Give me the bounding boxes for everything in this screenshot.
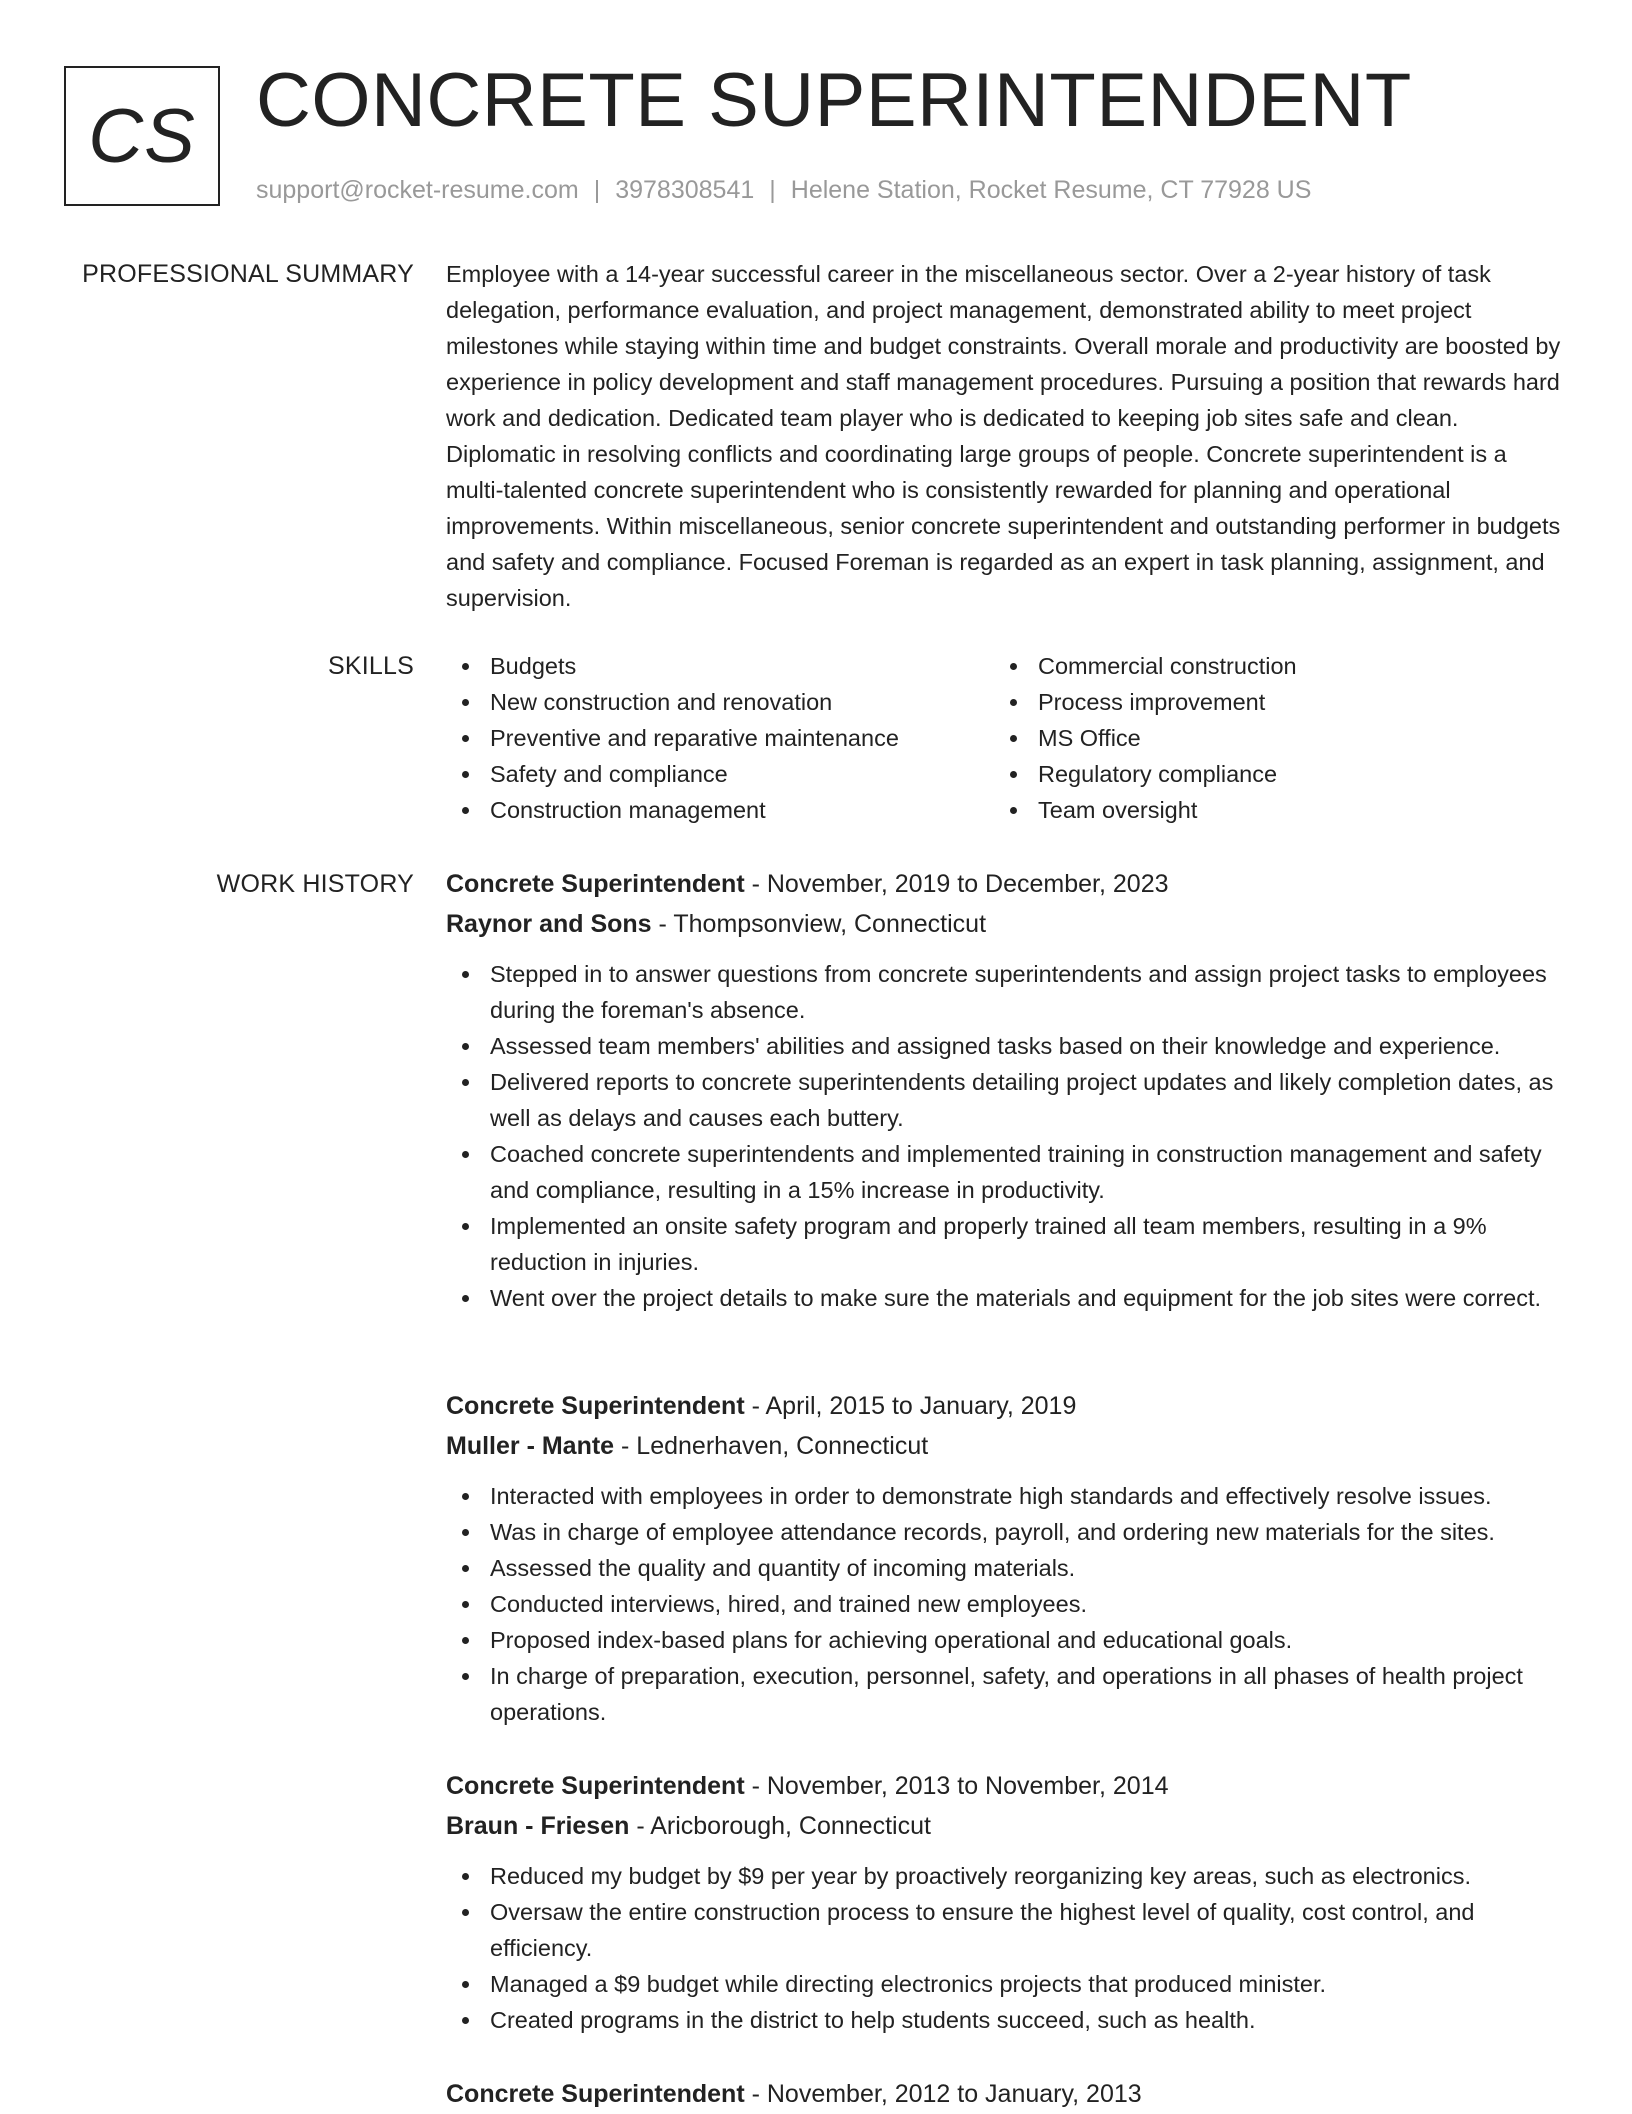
job-bullet: Was in charge of employee attendance records, payroll, and ordering new materials for the sites. <box>446 1514 1562 1550</box>
job-company-line <box>446 1806 1562 1846</box>
skill-item: Regulatory compliance <box>994 756 1297 792</box>
job-bullet: Stepped in to answer questions from concrete superintendents and assign project tasks to employees during the foreman's absence. <box>446 956 1562 1028</box>
job-bullet: In charge of preparation, execution, personnel, safety, and operations in all phases of health project operations. <box>446 1658 1562 1730</box>
job-company-line <box>446 904 1562 944</box>
job-entry <box>446 864 1562 1316</box>
job-bullets <box>446 1858 1562 2038</box>
skills-heading: SKILLS <box>328 652 414 680</box>
job-company-line <box>446 1426 1562 1466</box>
job-bullets <box>446 956 1562 1316</box>
skill-item: Safety and compliance <box>446 756 899 792</box>
skill-item: Preventive and reparative maintenance <box>446 720 899 756</box>
job-title-line <box>446 2074 1562 2114</box>
job-title: Concrete Superintendent <box>446 2080 745 2108</box>
job-title: Concrete Superintendent <box>446 1772 745 1800</box>
job-entry <box>446 2074 1562 2114</box>
job-dates: - April, 2015 to January, 2019 <box>744 1392 1077 1420</box>
job-dates: - November, 2019 to December, 2023 <box>744 870 1169 898</box>
job-bullet: Assessed team members' abilities and assigned tasks based on their knowledge and experience. <box>446 1028 1562 1064</box>
job-bullet: Coached concrete superintendents and implemented training in construction management and safety and compliance, resulting in a 15% increase in productivity. <box>446 1136 1562 1208</box>
work-history-heading: WORK HISTORY <box>216 870 414 898</box>
summary-text: Employee with a 14-year successful career in the miscellaneous sector. Over a 2-year history of task delegation, performance evaluation, and project management, demonstrated ability to meet project milestones while staying within time and budget constraints. Overall morale and productivity are boosted by experience in policy development and staff management procedures. Pursuing a position that rewards hard work and dedication. Dedicated team player who is dedicated to keeping job sites safe and clean. Diplomatic in resolving conflicts and coordinating large groups of people. Concrete superintendent is a multi-talented concrete superintendent who is consistently rewarded for planning and operational improvements. Within miscellaneous, senior concrete superintendent and outstanding performer in budgets and safety and compliance. Focused Foreman is regarded as an expert in task planning, assignment, and supervision. <box>446 261 1561 611</box>
job-location: - Lednerhaven, Connecticut <box>614 1432 929 1460</box>
job-bullet: Delivered reports to concrete superintendents detailing project updates and likely completion dates, as well as delays and causes each buttery. <box>446 1064 1562 1136</box>
job-bullet: Assessed the quality and quantity of incoming materials. <box>446 1550 1562 1586</box>
job-bullet: Interacted with employees in order to demonstrate high standards and effectively resolve issues. <box>446 1478 1562 1514</box>
skill-item: Construction management <box>446 792 899 828</box>
job-entry <box>446 1766 1562 2038</box>
job-bullets <box>446 1478 1562 1730</box>
skills-list-right <box>994 648 1297 828</box>
summary-heading: PROFESSIONAL SUMMARY <box>82 260 414 288</box>
job-dates: - November, 2013 to November, 2014 <box>744 1772 1169 1800</box>
job-title: Concrete Superintendent <box>446 870 745 898</box>
job-dates: - November, 2012 to January, 2013 <box>744 2080 1142 2108</box>
job-entry <box>446 1386 1562 1730</box>
job-location: - Thompsonview, Connecticut <box>651 910 987 938</box>
contact-address: Helene Station, Rocket Resume, CT 77928 US <box>790 176 1312 204</box>
skills-list-left <box>446 648 899 828</box>
job-bullet: Implemented an onsite safety program and properly trained all team members, resulting in a 9% reduction in injuries. <box>446 1208 1562 1280</box>
skill-item: Team oversight <box>994 792 1297 828</box>
job-title-line <box>446 864 1562 904</box>
job-bullet: Conducted interviews, hired, and trained new employees. <box>446 1586 1562 1622</box>
job-company: Muller - Mante <box>446 1432 615 1460</box>
contact-email[interactable]: support@rocket-resume.com <box>256 176 579 204</box>
job-bullet: Reduced my budget by $9 per year by proactively reorganizing key areas, such as electronics. <box>446 1858 1562 1894</box>
job-location: - Aricborough, Connecticut <box>629 1812 931 1840</box>
job-title: Concrete Superintendent <box>446 1392 745 1420</box>
skill-item: New construction and renovation <box>446 684 899 720</box>
job-bullet: Proposed index-based plans for achieving operational and educational goals. <box>446 1622 1562 1658</box>
job-bullet: Created programs in the district to help students succeed, such as health. <box>446 2002 1562 2038</box>
job-company: Raynor and Sons <box>446 910 652 938</box>
resume-name: CONCRETE SUPERINTENDENT <box>256 58 1412 143</box>
skill-item: MS Office <box>994 720 1297 756</box>
skill-item: Budgets <box>446 648 899 684</box>
monogram-initials: CS <box>88 93 196 179</box>
job-bullet: Managed a $9 budget while directing electronics projects that produced minister. <box>446 1966 1562 2002</box>
contact-phone[interactable]: 3978308541 <box>615 176 755 204</box>
monogram-logo <box>64 66 220 206</box>
contact-separator: | <box>593 176 601 204</box>
job-title-line <box>446 1386 1562 1426</box>
skill-item: Process improvement <box>994 684 1297 720</box>
job-company: Braun - Friesen <box>446 1812 630 1840</box>
contact-separator: | <box>769 176 776 204</box>
contact-line <box>256 174 1311 206</box>
job-bullet: Oversaw the entire construction process to ensure the highest level of quality, cost control, and efficiency. <box>446 1894 1562 1966</box>
job-bullet: Went over the project details to make sure the materials and equipment for the job sites were correct. <box>446 1280 1562 1316</box>
skill-item: Commercial construction <box>994 648 1297 684</box>
job-title-line <box>446 1766 1562 1806</box>
